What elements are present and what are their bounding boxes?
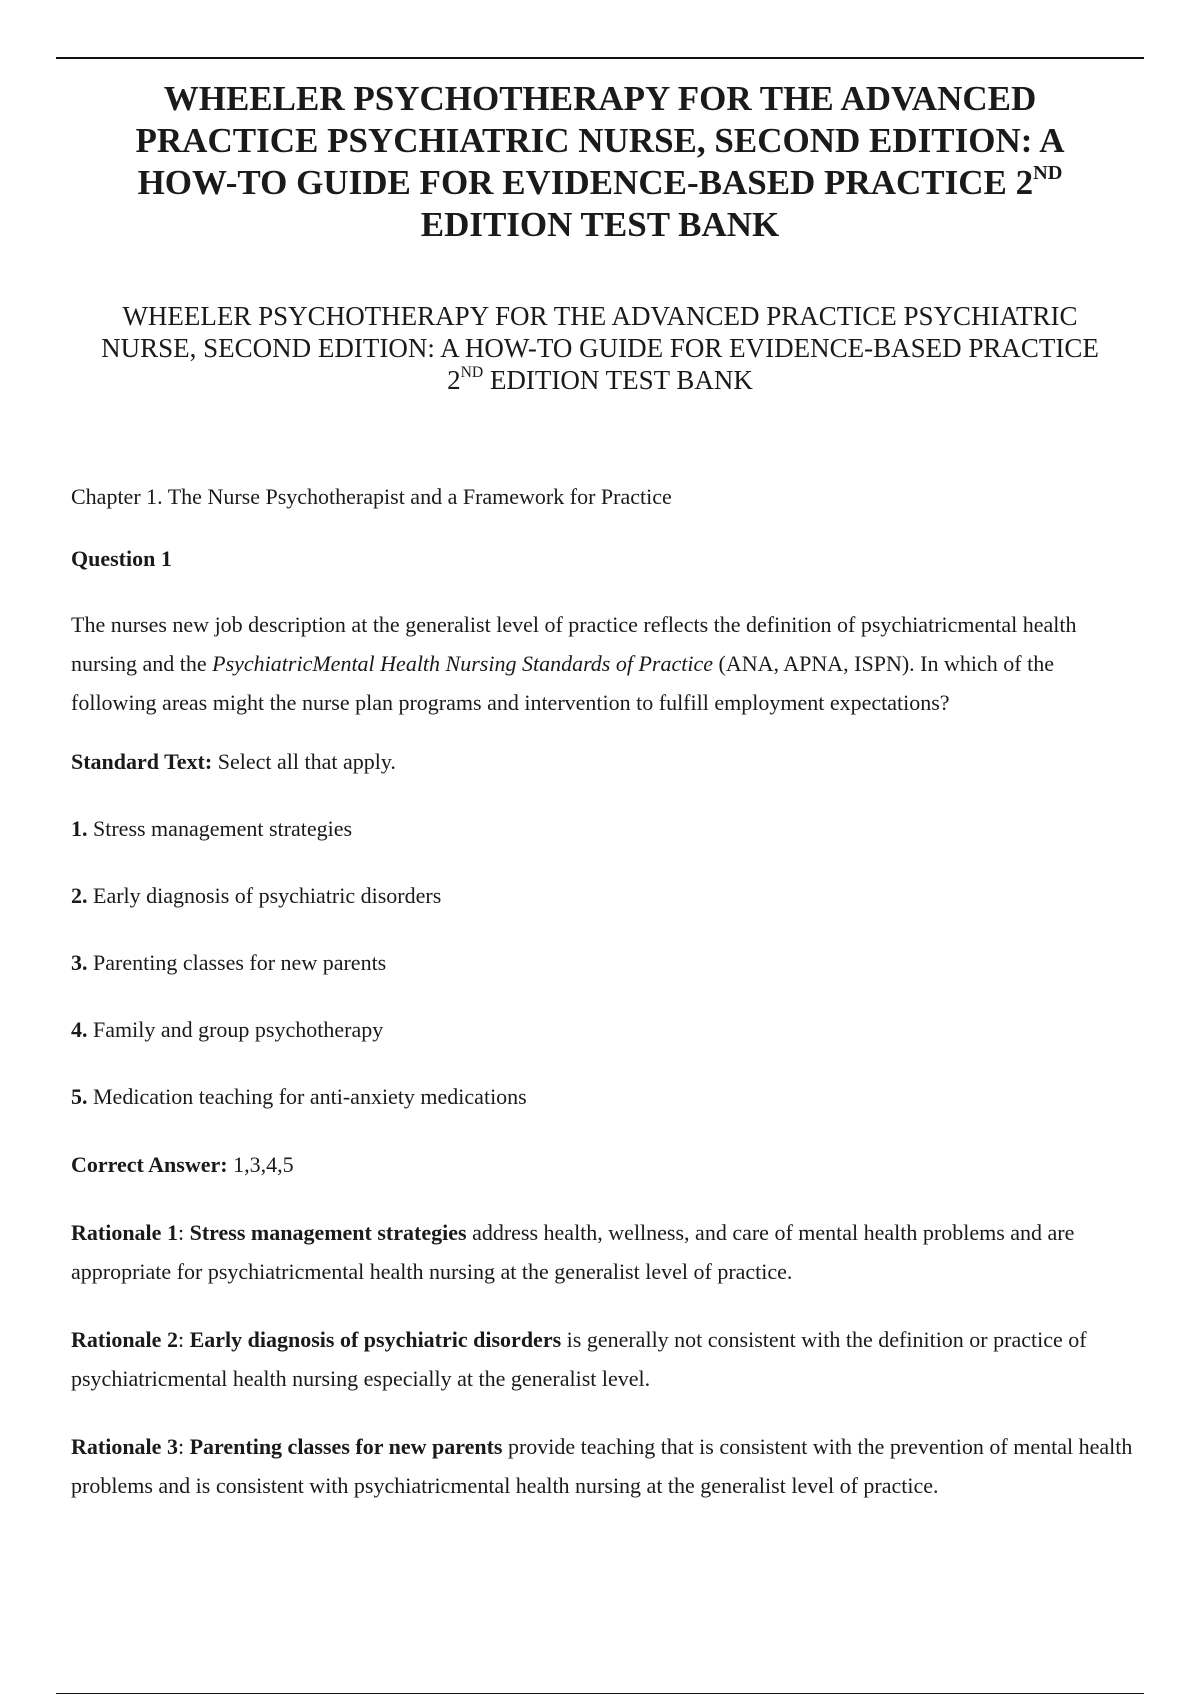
option-item: 2. Early diagnosis of psychiatric disorders — [71, 883, 442, 908]
chapter-heading: Chapter 1. The Nurse Psychotherapist and a Framework for Practice — [71, 484, 672, 509]
rationale-item: Rationale 2: Early diagnosis of psychiatric disorders is generally not consistent with the definition or practice of psychiatricmental health nursing especially at the generalist level. — [71, 1327, 1087, 1391]
bottom-rule — [56, 1693, 1144, 1694]
title-superscript: ND — [1033, 161, 1063, 184]
option-item: 5. Medication teaching for anti-anxiety medications — [71, 1084, 527, 1109]
document-body — [71, 482, 1144, 1505]
rationale-item: Rationale 1: Stress management strategies address health, wellness, and care of mental health problems and are appropriate for psychiatricmental health nursing at the generalist level of practice. — [71, 1220, 1075, 1284]
option-item: 4. Family and group psychotherapy — [71, 1017, 384, 1042]
standard-text: Standard Text: Select all that apply. — [71, 749, 396, 774]
correct-answer: Correct Answer: 1,3,4,5 — [71, 1152, 294, 1177]
document-title: WHEELER PSYCHOTHERAPY FOR THE ADVANCED PRACTICE PSYCHIATRIC NURSE, SECOND EDITION: A HOW-TO GUIDE FOR EVIDENCE-BASED PRACTICE 2ND EDITION TEST BANK — [135, 79, 1065, 244]
option-item: 3. Parenting classes for new parents — [71, 950, 387, 975]
document-subtitle: WHEELER PSYCHOTHERAPY FOR THE ADVANCED PRACTICE PSYCHIATRIC NURSE, SECOND EDITION: A HOW-TO GUIDE FOR EVIDENCE-BASED PRACTICE 2ND EDITION TEST BANK — [101, 301, 1099, 395]
subtitle-superscript: ND — [460, 364, 484, 382]
rationale-item: Rationale 3: Parenting classes for new parents provide teaching that is consistent with the prevention of mental health problems and is consistent with psychiatricmental health nursing at the generalist level of practice. — [71, 1434, 1133, 1498]
top-rule — [56, 57, 1144, 59]
question-text: The nurses new job description at the generalist level of practice reflects the definition of psychiatricmental health nursing and the PsychiatricMental Health Nursing Standards of Practice (ANA, APNA, ISPN). In which of the following areas might the nurse plan programs and intervention to fulfill employment expectations? — [71, 612, 1077, 715]
question-heading: Question 1 — [71, 546, 172, 571]
option-item: 1. Stress management strategies — [71, 816, 353, 841]
